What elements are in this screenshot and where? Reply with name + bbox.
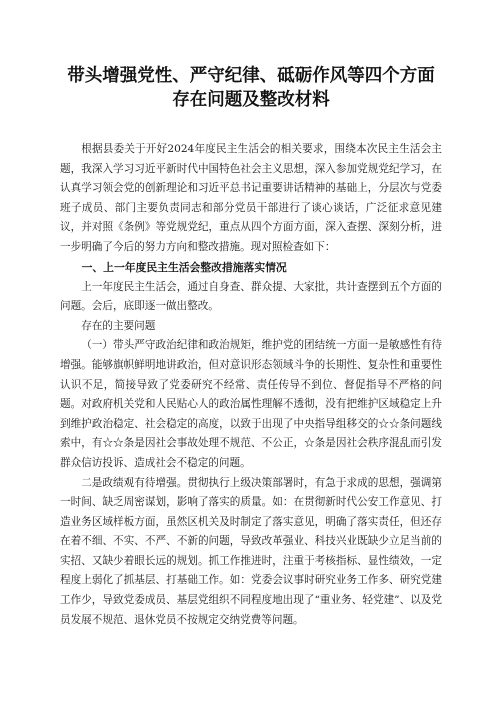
problems-heading: 存在的主要问题 bbox=[81, 319, 156, 332]
problem-one-paragraph: （一）带头严守政治纪律和政治规矩，维护党的团结统一方面一是敏感性有待增强。能够旗帜鲜明地讲政治，但对意识形态领域斗争的长期性、复杂性和重要性认识不足，简接导致了党委研究不经常、责任传导不到位、督促指导不严格的问题。对政府机关党和人民贴心人的政治属性理解不透彻，没有把维护区域稳定上升到维护政治稳定、社会稳定的高度，以致于出现了中央指导组移交的☆☆条问题线索中，有☆☆条是因社会事故处理不规范、不公正，☆条是因社会秩序混乱而引发群众信访投诉、造成社会不稳定的问题。 bbox=[60, 339, 442, 469]
section-body-paragraph: 上一年度民主生活会，通过自身查、群众提、大家批，共计查摆到五个方面的问题。会后，底即逐一做出整改。 bbox=[60, 280, 442, 313]
document-title: 带头增强党性、严守纪律、砥砺作风等四个方面存在问题及整改材料 bbox=[67, 66, 435, 110]
section-heading: 一、上一年度民主生活会整改措施落实情况 bbox=[81, 260, 287, 274]
intro-paragraph: 根据县委关于开好2024年度民主生活会的相关要求，围绕本次民主生活会主题，我深入学习习近平新时代中国特色社会主义思想，深入参加党规党纪学习，在认真学习领会党的创新理论和习近平总书记重要讲话精神的基础上，分层次与党委班子成员、部门主要负责同志和部分党员干部进行了谈心谈话，广泛征求意见建议，并对照《条例》等党规党纪，重点从四个方面方面，深入查摆、深刻分析，进一步明确了今后的努力方向和整改措施。现对照检查如下： bbox=[60, 143, 442, 253]
problem-two-paragraph: 二是政绩观有待增强。贯彻执行上级决策部署时，有急于求成的思想，强调第一时间、缺乏周密谋划，影响了落实的质量。如：在贯彻新时代公安工作意见、打造业务区域样板方面，虽然区机关及时制定了落实意见，明确了落实责任，但还存在着不细、不实、不严、不新的问题，导致改革强业、科技兴业既缺少立足当前的实招、又缺少着眼长远的规划。抓工作推进时，注重于考核指标、显性绩效，一定程度上弱化了抓基层、打基础工作。如：党委会议事时研究业务工作多、研究党建工作少，导致党委成员、基层党组织不同程度地出现了“重业务、轻党建”、以及党员发展不规范、退休党员不按规定交纳党费等问题。 bbox=[60, 476, 442, 626]
